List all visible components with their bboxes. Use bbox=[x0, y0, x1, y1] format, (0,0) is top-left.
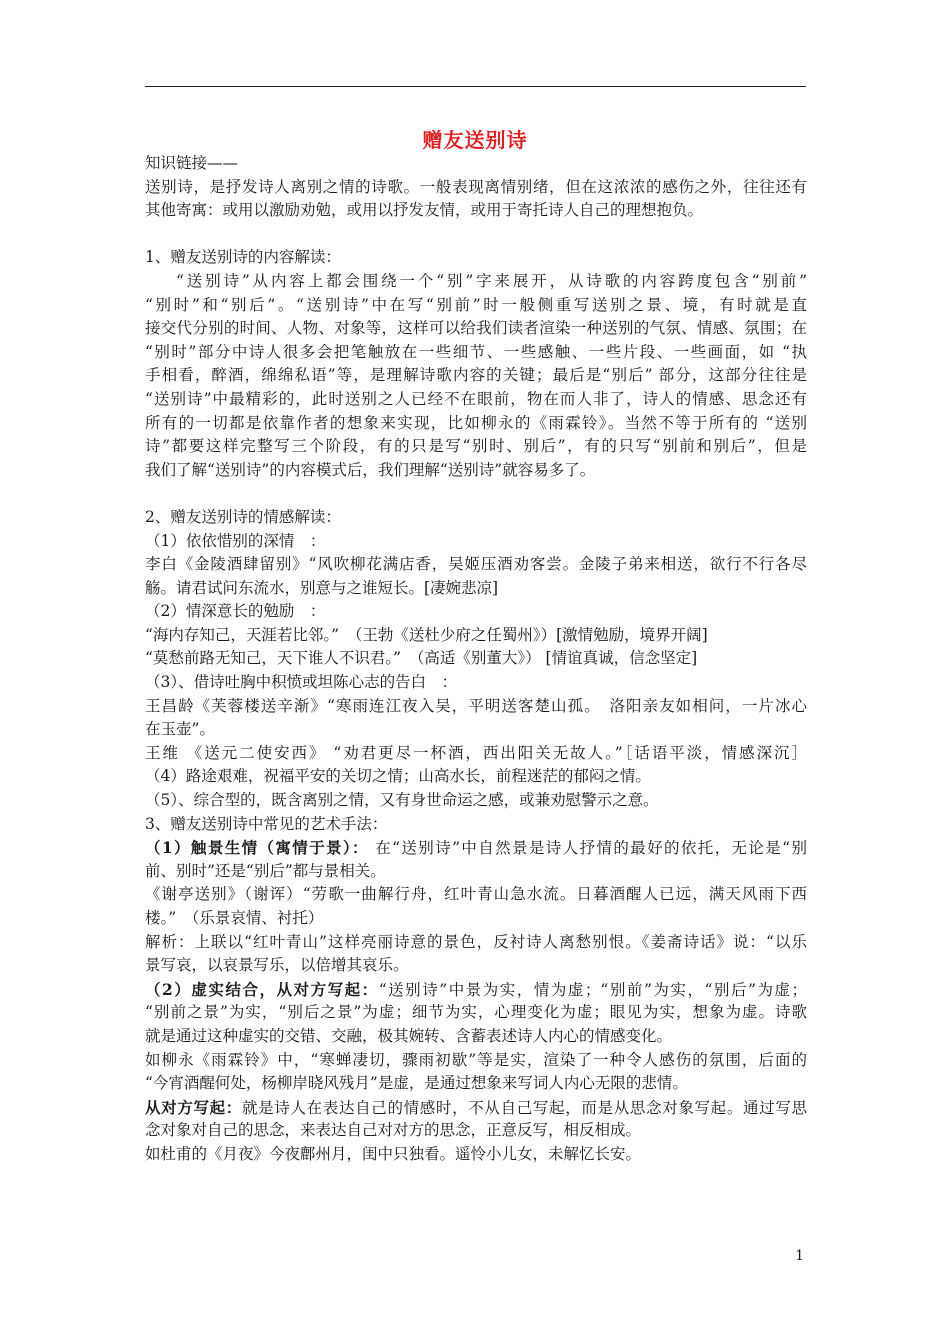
emotion-item: （1）依依惜别的深情 ： bbox=[145, 531, 326, 550]
example-line: 《谢亭送别》（谢诨）“劳歌一曲解行舟，红叶青山急水流。日暮酒醒人已远，满天风雨下西 bbox=[145, 885, 807, 904]
emotion-item: （3）、借诗吐胸中积愤或坦陈心志的告白 ： bbox=[145, 673, 458, 692]
paragraph-line: “送别诗”中最精彩的，此时送别之人已经不在眼前，物在而人非了，诗人的情感、思念还有 bbox=[145, 389, 807, 408]
technique-text: 在“送别诗”中自然景是诗人抒情的最好的依托，无论是“别 bbox=[368, 839, 807, 858]
poem-line: 觞。请君试问东流水，别意与之谁短长。[凄婉悲凉] bbox=[145, 578, 499, 597]
poem-line: “莫愁前路无知己，天下谁人不识君。” （高适《别董大》） [情谊真诚，信念坚定] bbox=[145, 649, 698, 668]
section-3-body bbox=[145, 836, 807, 1166]
example-line: 楼。” （乐景哀情、衬托） bbox=[145, 909, 324, 927]
header-rule bbox=[145, 86, 806, 87]
poem-line: 在玉壶”。 bbox=[145, 720, 215, 739]
paragraph-line: “别时”和“别后”。“送别诗”中在写“别前”时一般侧重写送别之景、境，有时就是直 bbox=[145, 295, 807, 314]
section-2-body bbox=[145, 530, 807, 813]
example-line: 如杜甫的《月夜》今夜鄜州月，闺中只独看。遥怜小儿女，未解忆长安。 bbox=[145, 1144, 642, 1163]
emotion-item: （4）路途艰难，祝福平安的关切之情；山高水长，前程迷茫的郁闷之情。 bbox=[145, 767, 651, 786]
technique-text-cont: 就是通过这种虚实的交错、交融，极其婉转、含蓄表述诗人内心的情感变化。 bbox=[145, 1026, 673, 1045]
page-number: 1 bbox=[795, 1248, 804, 1264]
technique-text-cont: “别前之景”为实，“别后之景”为虚；细节为实，心理变化为虚；眼见为实，想象为虚。诗歌 bbox=[145, 1003, 807, 1022]
section-1-heading: 1、赠友送别诗的内容解读： bbox=[145, 248, 341, 267]
technique-label: （2）虚实结合，从对方写起： bbox=[145, 979, 379, 999]
poem-line: 王维 《送元二使安西》 “劝君更尽一杯酒，西出阳关无故人。”［话语平淡，情感深沉］ bbox=[145, 743, 807, 762]
intro-line: 送别诗，是抒发诗人离别之情的诗歌。一般表现离情别绪，但在这浓浓的感伤之外，往往还有 bbox=[145, 177, 807, 196]
example-line: 如柳永《雨霖铃》中，“寒蝉凄切，骤雨初歇”等是实，渲染了一种令人感伤的氛围，后面的 bbox=[145, 1050, 807, 1069]
intro-line: 其他寄寓：或用以激励劝勉，或用以抒发友情，或用于寄托诗人自己的理想抱负。 bbox=[145, 201, 704, 220]
technique-item-3 bbox=[145, 1096, 807, 1120]
poem-line: 李白《金陵酒肆留别》“风吹柳花满店香，吴姬压酒劝客尝。金陵子弟来相送，欲行不行各尽 bbox=[145, 555, 807, 574]
section-3-heading: 3、赠友送别诗中常见的艺术手法： bbox=[145, 814, 388, 833]
link-label: 知识链接—— bbox=[145, 154, 239, 172]
paragraph-line: 手相看，醉酒，绵绵私语”等，是理解诗歌内容的关键；最后是“别后” 部分，这部分往往是 bbox=[145, 366, 807, 385]
document-body bbox=[145, 152, 807, 1167]
intro-paragraph bbox=[145, 176, 807, 223]
emotion-item: （2）情深意长的勉励 ： bbox=[145, 602, 326, 621]
paragraph-line: 所有的一切都是依靠作者的想象来实现，比如柳永的《雨霖铃》。当然不等于所有的 “送别 bbox=[145, 413, 807, 432]
technique-item-1 bbox=[145, 836, 807, 860]
analysis-line: 景写哀，以哀景写乐，以倍增其哀乐。 bbox=[145, 956, 409, 975]
technique-item-2 bbox=[145, 978, 807, 1002]
section-1-paragraph bbox=[145, 270, 807, 482]
technique-label: 从对方写起： bbox=[145, 1097, 242, 1117]
poem-line: “海内存知己，天涯若比邻。” （王勃《送杜少府之任蜀州》）[激情勉励，境界开阔] bbox=[145, 625, 708, 644]
technique-text-cont: 念对象对自己的思念，来表达自己对对方的思念，正意反写，相反相成。 bbox=[145, 1121, 642, 1140]
page-title: 赠友送别诗 bbox=[422, 128, 528, 152]
analysis-line: 解析：上联以“红叶青山”这样亮丽诗意的景色，反衬诗人离愁别恨。《姜斋诗话》说：“以乐 bbox=[145, 932, 807, 951]
technique-text-cont: 前、别时”还是“别后”都与景相关。 bbox=[145, 861, 386, 880]
paragraph-line: 我们了解“送别诗”的内容模式后，我们理解“送别诗”就容易多了。 bbox=[145, 460, 596, 479]
paragraph-line: 诗”都要这样完整写三个阶段，有的只是写“别时、别后”，有的只写“别前和别后”，但是 bbox=[145, 437, 807, 456]
paragraph-line: “别时”部分中诗人很多会把笔触放在一些细节、一些感触、一些片段、一些画面，如 “执 bbox=[145, 342, 807, 361]
technique-text: 就是诗人在表达自己的情感时，不从自己写起，而是从思念对象写起。通过写思 bbox=[241, 1098, 807, 1117]
section-2-heading: 2、赠友送别诗的情感解读： bbox=[145, 507, 341, 526]
technique-label: （1）触景生情（寓情于景）： bbox=[145, 838, 369, 858]
technique-text: “送别诗”中景为实，情为虚；“别前”为实，“别后”为虚； bbox=[378, 980, 807, 999]
poem-line: 王昌龄《芙蓉楼送辛渐》“寒雨连江夜入吴，平明送客楚山孤。 洛阳亲友如相问，一片冰心 bbox=[145, 696, 807, 715]
example-line: “今宵酒醒何处，杨柳岸晓风残月”是虚，是通过想象来写词人内心无限的悲情。 bbox=[145, 1074, 688, 1093]
emotion-item: （5）、综合型的，既含离别之情，又有身世命运之感，或兼劝慰警示之意。 bbox=[145, 791, 659, 810]
paragraph-line: “送别诗”从内容上都会围绕一个“别”字来展开，从诗歌的内容跨度包含“别前” bbox=[176, 271, 807, 290]
paragraph-line: 接交代分别的时间、人物、对象等，这样可以给我们读者渲染一种送别的气氛、情感、氛围；在 bbox=[145, 319, 807, 338]
